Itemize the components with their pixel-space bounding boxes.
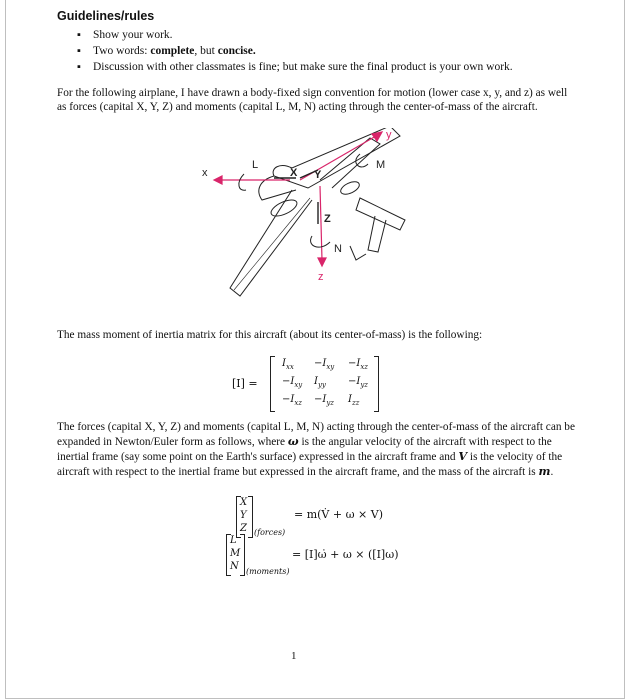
forces-bracket-right (248, 496, 253, 538)
inertia-matrix (276, 357, 374, 411)
p3-text-a: The forces (capital X, Y, Z) and moments (capital L, M, N) acting through the center-of-mass of the aircraft can be expanded in Newton/Euler form as follows, where (57, 421, 575, 448)
label-X: X (290, 167, 298, 179)
bullet-bold-concise: concise. (217, 45, 256, 57)
inertia-cell: $I_{zz}$ (348, 394, 360, 407)
bullet-text: Two words: (93, 45, 151, 57)
bullet-text-mid: , but (194, 45, 218, 57)
bullet-text: Show your work. (93, 29, 173, 41)
inertia-cell: $-I_{xy}$ (314, 358, 335, 371)
inertia-cell: $I_{xx}$ (282, 358, 294, 371)
label-x: x (202, 167, 208, 179)
p3-text-c: is the velocity of the aircraft with respect to the inertial frame but expressed in the aircraft frame, and the mass of the aircraft is (57, 451, 563, 478)
p3-text-d: . (550, 466, 554, 478)
bullet-item (77, 27, 513, 43)
bullet-item (77, 43, 513, 59)
label-N: N (334, 243, 342, 255)
airplane-description: For the following airplane, I have drawn a body-fixed sign convention for motion (lower case x, y, and z) as well as forces (capital X, Y, Z) and moments (capital L, M, N) acting through the center-of-mass of the aircraft. (57, 87, 568, 113)
label-L: L (252, 159, 259, 171)
label-y: y (386, 129, 392, 141)
inertia-cell: $-I_{yz}$ (314, 394, 334, 407)
forces-subscript: (forces) (254, 528, 286, 537)
guidelines-heading: Guidelines/rules (57, 9, 155, 23)
moments-rhs: = [I]ω̇ + ω × ([I]ω) (292, 548, 399, 561)
matrix-bracket-right (374, 356, 379, 412)
inertia-lhs: [I] = (232, 377, 258, 390)
inertia-cell: $-I_{xz}$ (348, 358, 368, 371)
bullet-item (77, 59, 513, 75)
velocity-symbol: V (458, 449, 468, 463)
forces-vector-x: X (240, 497, 248, 508)
forces-vector-y: Y (240, 510, 247, 521)
mass-symbol: m (538, 464, 551, 478)
forces-vector-z: Z (240, 523, 247, 534)
moment-arcs (239, 154, 368, 247)
inertia-cell: $-I_{yz}$ (348, 376, 368, 389)
moments-vector-m: M (230, 548, 241, 559)
body-axes (214, 132, 382, 266)
inertia-intro: The mass moment of inertia matrix for this aircraft (about its center-of-mass) is the following: (57, 329, 483, 341)
p3-text-b: is the angular velocity of the aircraft with respect to the inertial frame (say some point on the Earth's surface) expressed in the aircraft frame and (57, 436, 552, 463)
forces-rhs: = m(V̇ + ω × V) (294, 508, 384, 521)
label-Y: Y (314, 169, 322, 181)
page-number: 1 (291, 650, 297, 662)
moments-subscript: (moments) (246, 567, 290, 576)
matrix-bracket-left (270, 356, 275, 412)
guidelines-list (77, 27, 513, 75)
moments-vector-l: L (230, 535, 237, 546)
label-Z: Z (324, 213, 331, 225)
moments-vector-n: N (230, 561, 239, 572)
inertia-cell: $-I_{xz}$ (282, 394, 302, 407)
label-z: z (318, 271, 324, 283)
newton-euler-description (57, 420, 577, 479)
moments-bracket-right (240, 534, 245, 576)
label-M: M (376, 159, 386, 171)
airplane-figure (200, 128, 420, 314)
omega-symbol: ω (287, 434, 299, 448)
inertia-cell: $I_{yy}$ (314, 376, 326, 389)
inertia-cell: $-I_{xy}$ (282, 376, 303, 389)
bullet-text: Discussion with other classmates is fine; but make sure the final product is your own work. (93, 61, 513, 73)
bullet-bold-complete: complete (150, 45, 195, 57)
